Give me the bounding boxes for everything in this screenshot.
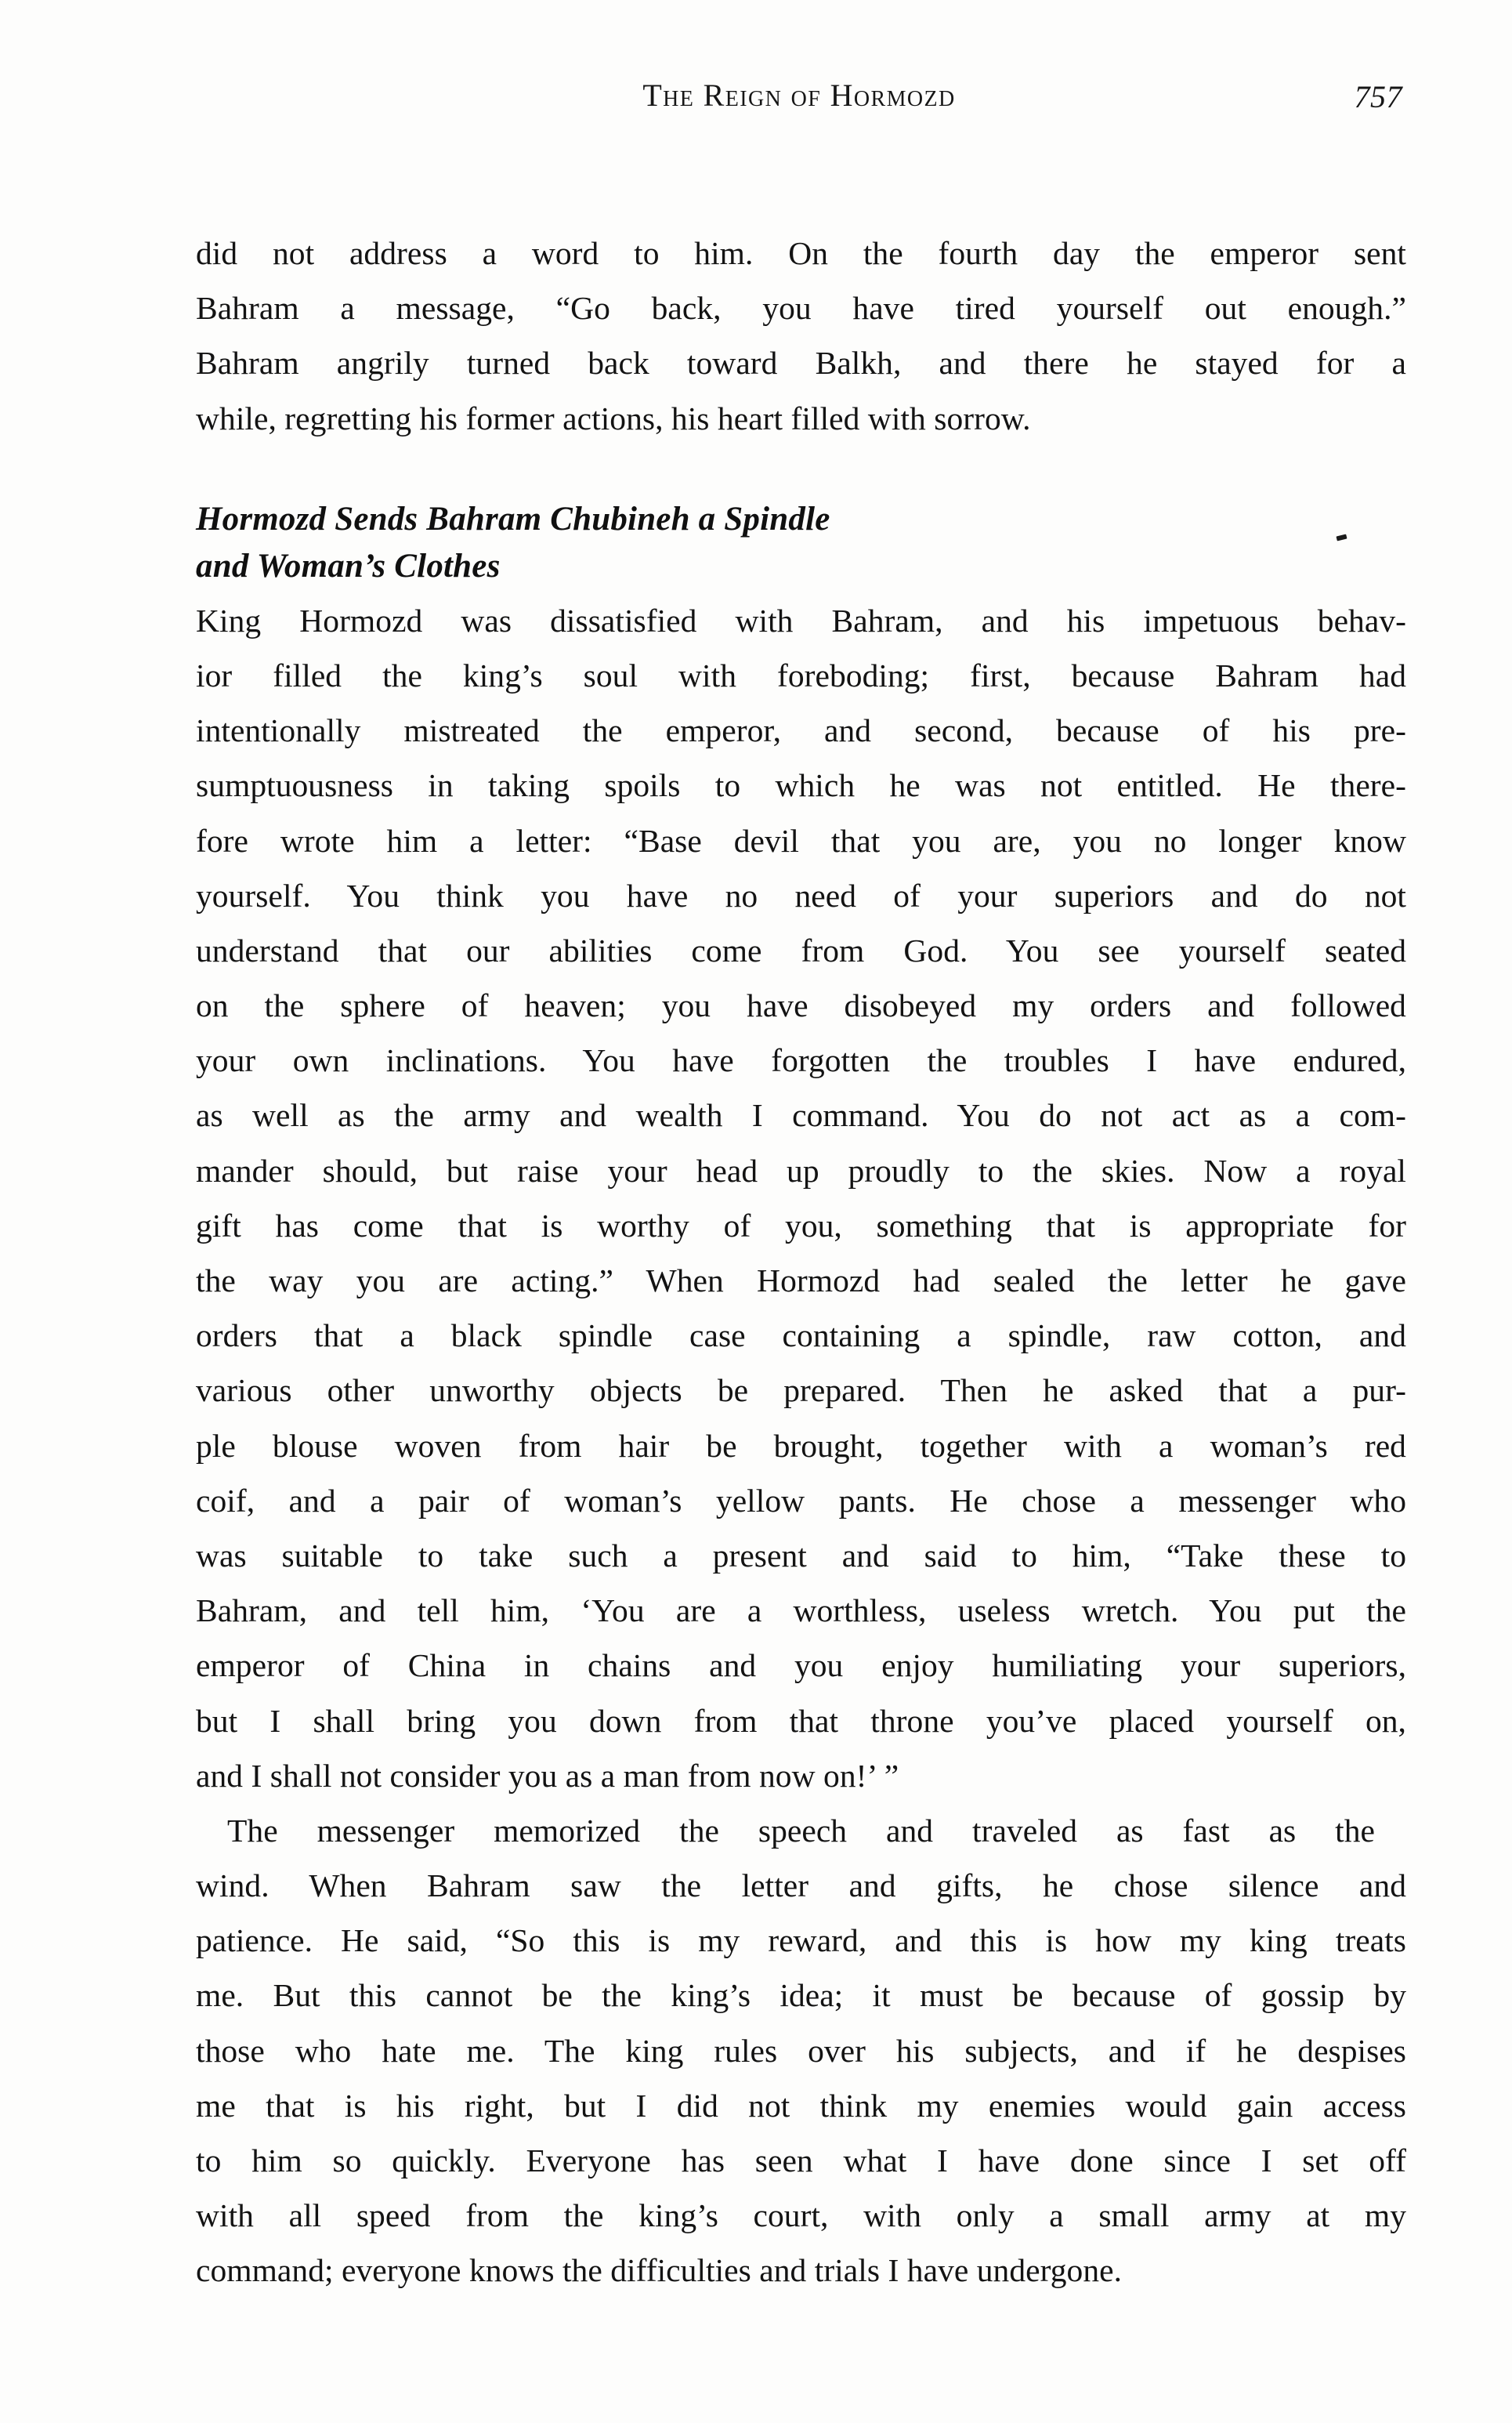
text-line-content: was suitable to take such a present and said to him, “Take these to bbox=[196, 1537, 1406, 1574]
text-line-content: coif, and a pair of woman’s yellow pants. He chose a messenger who bbox=[196, 1482, 1406, 1519]
text-line-content: Bahram, and tell him, ‘You are a worthless, useless wretch. You put the bbox=[196, 1592, 1406, 1629]
text-line bbox=[196, 2188, 1406, 2243]
section-heading bbox=[196, 496, 1406, 590]
text-line bbox=[196, 1253, 1406, 1308]
text-line bbox=[196, 1748, 1406, 1803]
text-line-content: The messenger memorized the speech and traveled as fast as the bbox=[227, 1812, 1375, 1849]
text-line bbox=[196, 2133, 1406, 2188]
text-line-content: understand that our abilities come from God. You see yourself seated bbox=[196, 932, 1406, 969]
text-line-content: mander should, but raise your head up proudly to the skies. Now a royal bbox=[196, 1152, 1406, 1189]
text-line-content: to him so quickly. Everyone has seen what I have done since I set off bbox=[196, 2142, 1406, 2179]
text-line-content: ple blouse woven from hair be brought, together with a woman’s red bbox=[196, 1427, 1406, 1464]
paragraph-letter bbox=[196, 593, 1406, 1803]
text-line-content: me. But this cannot be the king’s idea; it must be because of gossip by bbox=[196, 1977, 1406, 2014]
text-line bbox=[196, 1363, 1406, 1418]
text-line-content: emperor of China in chains and you enjoy humiliating your superiors, bbox=[196, 1647, 1406, 1684]
section-heading-line: and Woman’s Clothes bbox=[196, 547, 501, 585]
text-line bbox=[196, 2023, 1406, 2078]
text-line-content: me that is his right, but I did not think my enemies would gain access bbox=[196, 2087, 1406, 2124]
text-line bbox=[196, 1693, 1406, 1748]
text-line-content: sumptuousness in taking spoils to which he was not entitled. He there- bbox=[196, 767, 1406, 804]
text-line bbox=[196, 593, 1406, 648]
section-heading-line: Hormozd Sends Bahram Chubineh a Spindle bbox=[196, 500, 830, 538]
text-line bbox=[196, 1583, 1406, 1638]
text-line bbox=[196, 1418, 1406, 1473]
paragraph-continuation bbox=[196, 226, 1406, 446]
text-line bbox=[196, 1803, 1406, 1858]
text-line-content: intentionally mistreated the emperor, and second, because of his pre- bbox=[196, 712, 1406, 749]
text-line-content: command; everyone knows the difficulties and trials I have undergone. bbox=[196, 2252, 1123, 2289]
text-line-content: orders that a black spindle case containing a spindle, raw cotton, and bbox=[196, 1317, 1406, 1354]
text-line bbox=[196, 281, 1406, 335]
text-line-content: as well as the army and wealth I command. You do not act as a com- bbox=[196, 1097, 1406, 1134]
text-line-content: ior filled the king’s soul with foreboding; first, because Bahram had bbox=[196, 657, 1406, 694]
body-text-block bbox=[196, 226, 1406, 2298]
text-line-content: yourself. You think you have no need of your superiors and do not bbox=[196, 877, 1406, 914]
text-line bbox=[196, 2078, 1406, 2133]
text-line bbox=[196, 923, 1406, 978]
page-number: 757 bbox=[1354, 79, 1402, 114]
text-line bbox=[196, 648, 1406, 703]
text-line-content: Bahram a message, “Go back, you have tired yourself out enough.” bbox=[196, 290, 1406, 327]
text-line-content: on the sphere of heaven; you have disobeyed my orders and followed bbox=[196, 987, 1406, 1024]
text-line bbox=[196, 1088, 1406, 1143]
text-line-content: with all speed from the king’s court, with only a small army at my bbox=[196, 2197, 1406, 2234]
text-line bbox=[196, 758, 1406, 813]
text-line bbox=[196, 868, 1406, 923]
text-line-content: did not address a word to him. On the fourth day the emperor sent bbox=[196, 235, 1406, 271]
text-line bbox=[196, 1473, 1406, 1528]
text-line-content: gift has come that is worthy of you, something that is appropriate for bbox=[196, 1207, 1406, 1244]
heading-spacer bbox=[196, 446, 1406, 496]
text-line bbox=[196, 1858, 1406, 1913]
text-line bbox=[196, 2243, 1406, 2298]
text-line bbox=[196, 703, 1406, 758]
text-line-content: patience. He said, “So this is my reward, and this is how my king treats bbox=[196, 1922, 1406, 1959]
text-line-content: but I shall bring you down from that throne you’ve placed yourself on, bbox=[196, 1702, 1406, 1739]
text-line bbox=[196, 1968, 1406, 2023]
text-line bbox=[196, 391, 1406, 446]
text-line bbox=[196, 1638, 1406, 1693]
text-line-content: while, regretting his former actions, his heart filled with sorrow. bbox=[196, 400, 1031, 436]
text-line bbox=[196, 1528, 1406, 1583]
paragraph-messenger bbox=[196, 1803, 1406, 2298]
text-line bbox=[196, 1308, 1406, 1363]
text-line-content: Bahram angrily turned back toward Balkh, and there he stayed for a bbox=[196, 345, 1406, 382]
text-line-content: those who hate me. The king rules over his subjects, and if he despises bbox=[196, 2032, 1406, 2069]
text-line bbox=[196, 813, 1406, 868]
text-line bbox=[196, 226, 1406, 281]
text-line bbox=[196, 1198, 1406, 1253]
text-line-content: and I shall not consider you as a man from now on!’ ” bbox=[196, 1757, 899, 1794]
text-line-content: your own inclinations. You have forgotten the troubles I have endured, bbox=[196, 1042, 1406, 1079]
text-line bbox=[196, 1913, 1406, 1968]
text-line bbox=[196, 1143, 1406, 1198]
text-line-content: King Hormozd was dissatisfied with Bahram, and his impetuous behav- bbox=[196, 602, 1406, 639]
running-head bbox=[196, 77, 1402, 124]
text-line-content: various other unworthy objects be prepared. Then he asked that a pur- bbox=[196, 1372, 1406, 1409]
text-line-content: fore wrote him a letter: “Base devil that you are, you no longer know bbox=[196, 822, 1406, 859]
running-head-title: The Reign of Hormozd bbox=[642, 78, 956, 113]
text-line bbox=[196, 1033, 1406, 1088]
text-line bbox=[196, 335, 1406, 390]
text-line-content: wind. When Bahram saw the letter and gifts, he chose silence and bbox=[196, 1867, 1406, 1904]
text-line bbox=[196, 978, 1406, 1033]
text-line-content: the way you are acting.” When Hormozd had sealed the letter he gave bbox=[196, 1262, 1406, 1298]
